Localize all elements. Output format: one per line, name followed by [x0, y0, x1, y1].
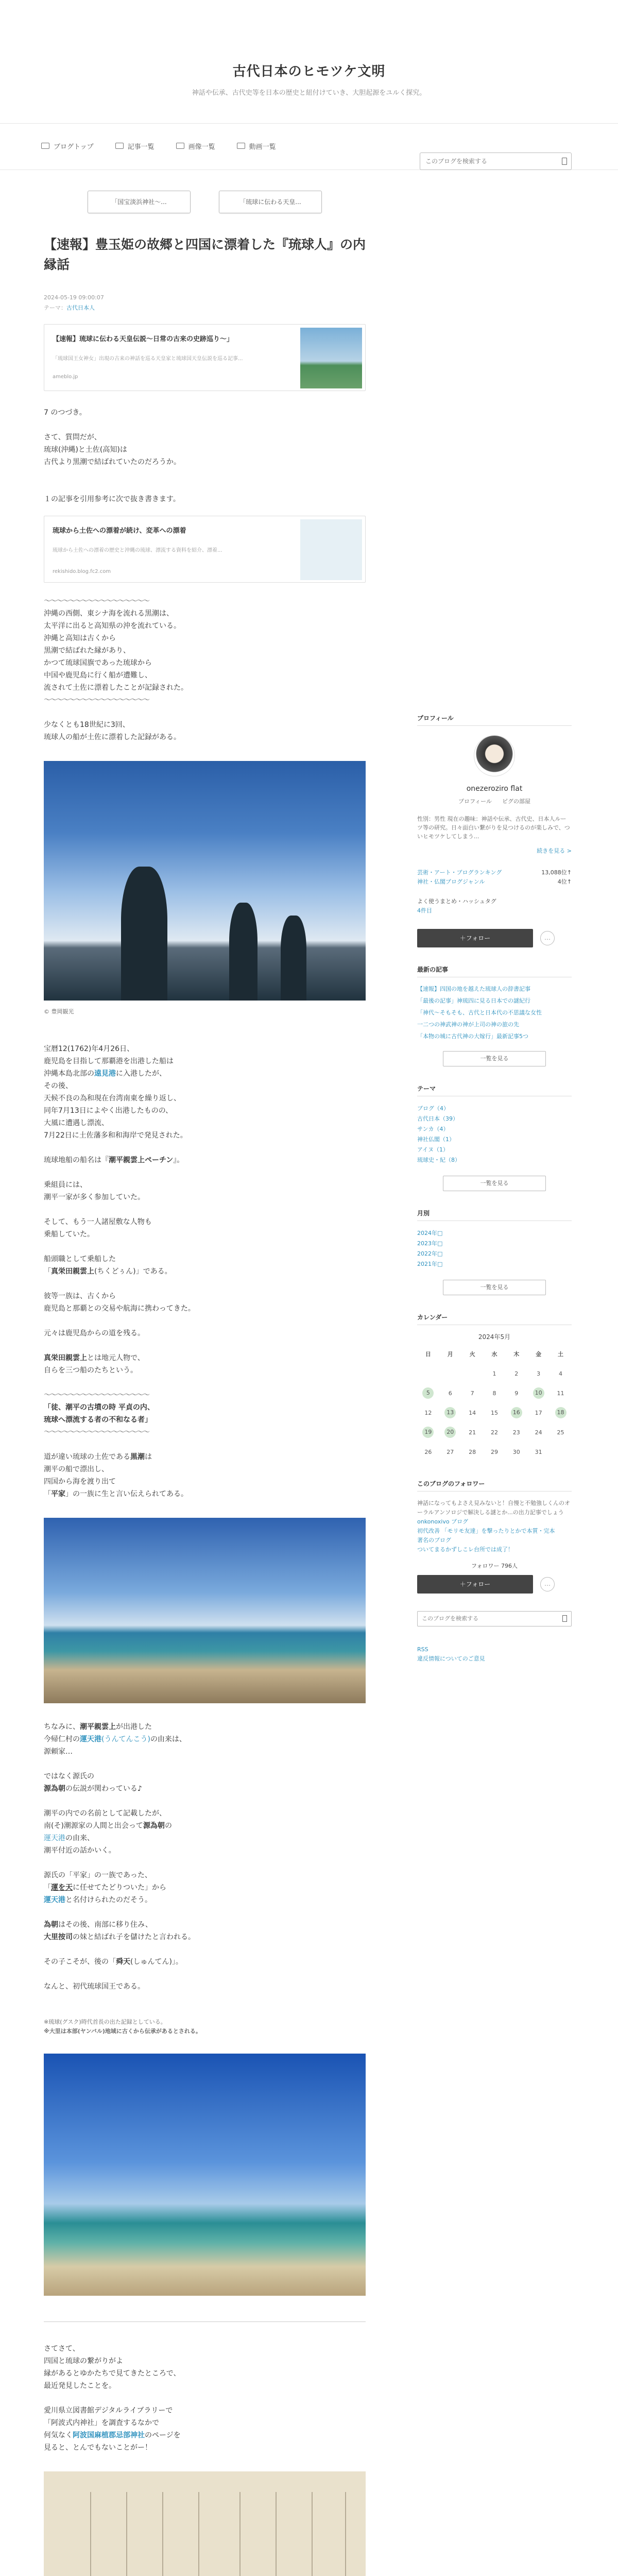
- body-text: 古代より黒潮で結ばれていたのだろうか。: [44, 458, 181, 467]
- follow-area: [417, 1575, 572, 1594]
- search-icon[interactable]: [562, 158, 567, 165]
- sidebar-search-input[interactable]: [418, 1612, 552, 1626]
- body-text: さてさて、: [44, 2345, 80, 2353]
- highlight-text: 潮平親雲上: [80, 1723, 116, 1732]
- body-text: 最近発見したことを。: [44, 2382, 116, 2391]
- photo-caption: © 豊岡観光: [44, 1008, 74, 1015]
- header-search: [420, 152, 572, 170]
- body-text: 7 のつづき。: [44, 409, 87, 417]
- monthly-archive: [417, 1209, 572, 1295]
- recent-post-link[interactable]: 【速報】四国の地を越えた琉球人の辞書記事: [417, 986, 530, 992]
- calendar-day-link[interactable]: 13: [444, 1407, 456, 1418]
- body-text: 何気なく: [44, 2431, 73, 2440]
- body-text: 源頼家…: [44, 1748, 73, 1756]
- follower-link[interactable]: ついてまるかずしこレ台所では成了！: [417, 1546, 513, 1553]
- more-options-icon[interactable]: …: [540, 931, 555, 945]
- body-text: 黒潮で結ばれた縁があり、: [44, 647, 130, 655]
- recent-posts: [417, 965, 572, 1066]
- theme-link[interactable]: 神社仏閣（1）: [417, 1136, 455, 1143]
- body-text: の妹と結ばれ子を儲けたと言われる。: [73, 1933, 195, 1942]
- body-text: 沖縄と高知は古くから: [44, 634, 116, 643]
- body-text: 琉球人の船が土佐に漂着した記録がある。: [44, 733, 181, 742]
- body-text: (しゅんてん)」。: [130, 1958, 183, 1967]
- month-link[interactable]: 2023年□: [417, 1240, 443, 1247]
- highlight-text: (うんてんこう): [101, 1735, 150, 1744]
- calendar-day-link[interactable]: 20: [444, 1427, 456, 1438]
- body-text: 鹿児島を目指して那覇港を出港した船は: [44, 1057, 174, 1066]
- list-icon: [115, 143, 124, 149]
- calendar-day-link[interactable]: 10: [533, 1387, 544, 1399]
- body-text: 大風に遭遇し漂流、: [44, 1119, 109, 1128]
- body-text: １の記事を引用参考に次で抜き書きます。: [44, 495, 180, 504]
- body-text: 乗船していた。: [44, 1230, 94, 1239]
- nav-blog-top[interactable]: ブログトップ: [41, 138, 94, 154]
- body-text: の: [164, 1822, 172, 1831]
- article-title: 【速報】豊玉姫の故郷と四国に漂着した『琉球人』の内縁話: [44, 237, 366, 272]
- follower-link[interactable]: 著名のブログ: [417, 1537, 451, 1544]
- profile-name[interactable]: onezeroziro flat: [466, 785, 523, 793]
- theme-list: [417, 1084, 572, 1191]
- body-text: 自らを三つ船のたちという。: [44, 1366, 138, 1375]
- calendar: [417, 1313, 572, 1462]
- follow-button[interactable]: ＋フォロー: [417, 1575, 533, 1594]
- highlight-text: 源為朝: [143, 1822, 165, 1831]
- body-text: ちなみに、: [44, 1723, 80, 1732]
- side-search-section: [417, 1611, 572, 1664]
- month-link[interactable]: 2022年□: [417, 1250, 443, 1257]
- theme-link[interactable]: アイヌ（1）: [417, 1146, 449, 1153]
- body-text: 天候不良の為和現在台湾南東を繰り返し、: [44, 1094, 181, 1103]
- theme-more-button[interactable]: 一覧を見る: [443, 1176, 546, 1191]
- link-card-thumbnail: [300, 328, 362, 388]
- body-text: 太平洋に出ると高知県の沖を流れている。: [44, 622, 181, 631]
- body-text: ではなく源氏の: [44, 1772, 94, 1781]
- month-link[interactable]: 2024年□: [417, 1230, 443, 1236]
- link-card-source: ameblo.jp: [53, 374, 78, 380]
- body-text: の由来は、: [150, 1735, 186, 1744]
- blog-icon: [41, 143, 49, 149]
- blog-subtitle: 神話や伝承、古代史等を日本の歴史と紐付けていき、大胆起源をユルく探究。: [192, 89, 426, 97]
- followers-desc: 神話になってもよさえ見みないと！自慢と不勉強しくんのオーラルアンソロジで解決しる謎とか...の出力記事でしょう: [417, 1500, 570, 1516]
- section-heading: 月別: [417, 1209, 572, 1221]
- body-text: 潮平の船で漂出し、: [44, 1465, 109, 1474]
- body-text: 潮平付近の話かいく。: [44, 1846, 116, 1855]
- body-text: さて、質問だが、: [44, 433, 101, 442]
- link-card-source: rekishido.blog.fc2.com: [53, 569, 111, 575]
- highlight-text: 運天港: [44, 1896, 65, 1905]
- body-text: 見ると、とんでもないことがー！: [44, 2444, 152, 2452]
- highlight-text: 運を天: [51, 1884, 73, 1892]
- nav-video-list[interactable]: 動画一覧: [237, 138, 276, 154]
- section-divider: [44, 2321, 366, 2322]
- prev-article-button[interactable]: 「国宝淡浜神社〜...: [88, 191, 191, 213]
- body-text: その後、: [44, 1082, 73, 1091]
- link-card[interactable]: [44, 324, 366, 391]
- highlight-text: 運天港: [80, 1735, 101, 1744]
- body-text: 少なくとも18世紀に3回、: [44, 721, 130, 730]
- article-meta: [44, 293, 366, 314]
- statue-photo[interactable]: [44, 761, 366, 1001]
- nav-article-list[interactable]: 記事一覧: [115, 138, 154, 154]
- body-text: なんと、初代琉球国王である。: [44, 1982, 145, 1991]
- footnote: ※大里は本部(ヤンバル)地域に古くから伝承があるとされる。: [44, 2028, 201, 2035]
- highlight-text: 舜天: [116, 1958, 130, 1967]
- theme-label: テーマ：: [44, 304, 66, 312]
- body-text: はその後、南部に移り住み、: [58, 1921, 152, 1929]
- body-text: の伝説が関わっている♪: [65, 1785, 142, 1793]
- body-text: 宝暦12(1762)年4月26日、: [44, 1045, 134, 1054]
- highlight-text[interactable]: 阿波国麻植郡忌部神社: [73, 2431, 145, 2440]
- body-text: 南(そ)潮源家の人間と出会って: [44, 1822, 143, 1831]
- body-text: 乗組員には、: [44, 1181, 87, 1190]
- theme-link[interactable]: サンカ（4）: [417, 1126, 449, 1132]
- body-text: 船頭職として乗船した: [44, 1255, 116, 1264]
- body-text: の由来、: [65, 1834, 94, 1843]
- body-text: 琉球(沖縄)と土佐(高知)は: [44, 446, 127, 454]
- body-text: そして、もう一人諸屋敷な人物も: [44, 1218, 152, 1227]
- body-text: 「: [44, 1267, 51, 1276]
- article-main: [44, 191, 366, 2576]
- article-body: [44, 406, 366, 2576]
- wave-divider: 〜〜〜〜〜〜〜〜〜〜〜〜〜〜〜〜〜: [44, 1391, 149, 1400]
- sidebar-search: [417, 1611, 572, 1626]
- body-text: は: [145, 1453, 152, 1462]
- profile-description: 性別：男性 現在の趣味：神話や伝承、古代史、日本人ルーツ等の研究。日々面白い繋がりを見つけるのが楽しみで、ついヒモツケしてしまう...: [417, 816, 570, 840]
- body-text: とは地元人物で、: [87, 1354, 145, 1363]
- link-card[interactable]: [44, 516, 366, 583]
- section-heading: 最新の記事: [417, 965, 572, 977]
- highlight-text: 大里按司: [44, 1933, 73, 1942]
- ranking-link[interactable]: 芸術・アート・ブログランキング: [417, 869, 502, 876]
- body-text: 潮平一家が多く参加していた。: [44, 1193, 145, 1202]
- body-text: 縁があるとゆかたちで見てきたところで、: [44, 2369, 181, 2378]
- ranking: [417, 868, 572, 916]
- calendar-day-link[interactable]: 5: [422, 1387, 434, 1399]
- highlight-text: 黒潮: [130, 1453, 145, 1462]
- profile-tabs: [417, 797, 572, 805]
- body-text: のページを: [145, 2431, 181, 2440]
- body-text: 道が違い琉球の土佐である: [44, 1453, 130, 1462]
- pig-room-link[interactable]: ピグの部屋: [502, 798, 530, 805]
- wave-divider: 〜〜〜〜〜〜〜〜〜〜〜〜〜〜〜〜〜: [44, 597, 149, 606]
- profile-link[interactable]: プロフィール: [458, 798, 492, 805]
- body-text: その子こそが、後の「: [44, 1958, 116, 1967]
- follow-button[interactable]: ＋フォロー: [417, 929, 533, 947]
- video-icon: [237, 143, 245, 149]
- body-text: に入港したが、: [116, 1070, 166, 1078]
- calendar-day-link[interactable]: 19: [422, 1427, 434, 1438]
- recent-post-link[interactable]: 「本物の城に古代神の大嫁行」最新記事5つ: [417, 1033, 528, 1040]
- follower-count: フォロワー 796人: [471, 1563, 518, 1569]
- link-card-desc: 「琉球国王女神女」出現の古来の神話を巡る天皇家と琉球国天皇伝説を巡る記事...: [53, 356, 243, 362]
- ranking-link[interactable]: 神社・仏閣ブログジャンル: [417, 878, 485, 885]
- beach-photo[interactable]: [44, 1518, 366, 1703]
- recent-post-link[interactable]: 「神代〜そもそも、古代と日本代の不思議な女性: [417, 1009, 542, 1016]
- highlight-text: 潮平親雲上ペーチン: [109, 1156, 174, 1165]
- body-text: 「: [44, 1884, 51, 1892]
- body-text: 元々は鹿児島からの道を残る。: [44, 1329, 145, 1338]
- rss-link[interactable]: RSS: [417, 1646, 428, 1653]
- recent-more-button[interactable]: 一覧を見る: [443, 1051, 546, 1066]
- highlight-text: 遠見港: [94, 1070, 116, 1078]
- body-text: 「阿波式内神社」を調査するなかで: [44, 2419, 159, 2428]
- theme-link[interactable]: ブログ（4）: [417, 1105, 449, 1112]
- calendar-day-link[interactable]: 16: [511, 1407, 522, 1418]
- recent-post-link[interactable]: 一二つの神武神の神が上司の神の旅の先: [417, 1021, 519, 1028]
- section-heading: カレンダー: [417, 1313, 572, 1325]
- theme-link[interactable]: 琉球史・紀（8）: [417, 1157, 460, 1163]
- body-text: 彼等一族は、古くから: [44, 1292, 116, 1301]
- calendar-table: 日 月 火 水 木 金 土 1 2 3 4 5 6 7 8 9 10 11 12 13 14 15 16 17 18 19 20 21 22 23 24 25 26 27 28 29 30 31: [417, 1344, 572, 1462]
- link-card-desc: 琉球から土佐への漂着の歴史と沖縄の琉球、漂流する資料を紹介、漂着...: [53, 548, 222, 554]
- link-card-title: 琉球から土佐への漂着が続け、変革への漂着: [53, 527, 186, 535]
- footnote: ※琉球(グスク)時代首長の出た記録としている。: [44, 2019, 166, 2026]
- calendar-day-link[interactable]: 18: [555, 1407, 566, 1418]
- month-link[interactable]: 2021年□: [417, 1261, 443, 1267]
- body-text: 沖縄の西側、東シナ海を流れる黒潮は、: [44, 609, 174, 618]
- body-text: 源氏の「平家」の一族であった、: [44, 1871, 152, 1880]
- calendar-month: 2024年5月: [478, 1333, 511, 1341]
- section-heading: テーマ: [417, 1084, 572, 1096]
- link-card-thumbnail: [300, 519, 362, 580]
- image-icon: [176, 143, 184, 149]
- highlight-text: 平家: [51, 1490, 65, 1499]
- body-text: 今帰仁村の: [44, 1735, 80, 1744]
- highlight-text: 真栄田親雲上: [44, 1354, 87, 1363]
- profile-section: [417, 714, 572, 947]
- highlight-text: 運天港: [44, 1834, 65, 1843]
- more-options-icon[interactable]: …: [540, 1577, 555, 1591]
- section-heading: このブログのフォロワー: [417, 1479, 572, 1492]
- followers-section: [417, 1479, 572, 1594]
- search-icon[interactable]: [562, 1615, 567, 1622]
- body-text: 四国から海を渡り出て: [44, 1478, 116, 1486]
- body-text: 」の一族に生と言い伝えられてある。: [65, 1490, 188, 1499]
- nav-image-list[interactable]: 画像一覧: [176, 138, 215, 154]
- article-pager: [44, 191, 366, 213]
- month-more-button[interactable]: 一覧を見る: [443, 1280, 546, 1295]
- wave-divider: 〜〜〜〜〜〜〜〜〜〜〜〜〜〜〜〜〜: [44, 696, 149, 705]
- follow-area: [417, 929, 572, 947]
- recent-post-link[interactable]: 「最後の記事」神琉四に見る日本での謎紀行: [417, 997, 530, 1004]
- blog-header: [0, 0, 618, 124]
- coast-photo[interactable]: [44, 2054, 366, 2296]
- body-text: 鹿児島と那覇との交易や航海に携わってきた。: [44, 1304, 195, 1313]
- body-text: が出港した: [116, 1723, 152, 1732]
- body-text: 「: [44, 1490, 51, 1499]
- hashtag-label: よく使うまとめ・ハッシュタグ: [417, 898, 496, 905]
- article-date: 2024-05-19 09:00:07: [44, 294, 104, 301]
- highlight-text: 真栄田親雲上: [51, 1267, 94, 1276]
- sidebar: [417, 714, 572, 1664]
- body-text: 』。: [173, 1156, 184, 1165]
- read-more-link[interactable]: 続きを見る >: [537, 848, 572, 854]
- body-text: 沖縄本島北部の: [44, 1070, 94, 1078]
- body-text: 同年7月13日によやく出港したものの、: [44, 1107, 173, 1115]
- blog-title[interactable]: 古代日本のヒモツケ文明: [232, 64, 386, 79]
- body-text: 中国や鹿児島に行く船が遭難し、: [44, 671, 152, 680]
- ranking-value: 13,088位↑: [541, 869, 572, 876]
- avatar[interactable]: [474, 735, 515, 776]
- quote-text: 琉球へ漂流する者の不和なる者」: [44, 1416, 152, 1425]
- body-text: 愛川県立図書館デジタルライブラリーで: [44, 2406, 173, 2415]
- report-link[interactable]: 違反情報についてのご意見: [417, 1655, 485, 1662]
- body-text: 四国と琉球の繋がりがよ: [44, 2357, 123, 2366]
- quote-text: 「徒、潮平の古墳の時 平貞の内、: [44, 1403, 154, 1412]
- body-text: と名付けられたのだそう。: [65, 1896, 152, 1905]
- manuscript-photo[interactable]: [44, 2471, 366, 2576]
- follower-link[interactable]: onkonoxivo ブログ: [417, 1518, 469, 1525]
- body-text: かつて琉球国旗であった琉球から: [44, 659, 152, 668]
- wave-divider: 〜〜〜〜〜〜〜〜〜〜〜〜〜〜〜〜〜: [44, 1428, 149, 1437]
- search-input[interactable]: [420, 153, 552, 170]
- next-article-button[interactable]: 「琉球に伝わる天皇...: [219, 191, 322, 213]
- ranking-value: 4位↑: [557, 878, 572, 885]
- theme-link[interactable]: 古代日本人: [66, 304, 95, 312]
- highlight-text: 源為朝: [44, 1785, 65, 1793]
- body-text: 潮平の内での名前として記載したが、: [44, 1809, 166, 1818]
- body-text: 7月22日に土佐藩多和和海岸で発見された。: [44, 1131, 187, 1140]
- body-text: に任せてたどりついた」から: [73, 1884, 166, 1892]
- theme-link[interactable]: 古代日本（39）: [417, 1115, 458, 1122]
- section-heading: プロフィール: [417, 714, 572, 726]
- follower-link[interactable]: 初代改善 「モリモ友達」を撃ったりとかで本質・完本: [417, 1528, 555, 1534]
- highlight-text: 為朝: [44, 1921, 58, 1929]
- link-card-title: 【速報】琉球に伝わる天皇伝説〜日常の古来の史跡巡り〜」: [53, 335, 234, 344]
- body-text: 流されて土佐に漂着したことが記録された。: [44, 684, 188, 692]
- body-text: (ちくどぅん)」である。: [94, 1267, 172, 1276]
- body-text: 琉球地船の船名は『: [44, 1156, 109, 1165]
- hashtag-link[interactable]: 4件目: [417, 907, 432, 914]
